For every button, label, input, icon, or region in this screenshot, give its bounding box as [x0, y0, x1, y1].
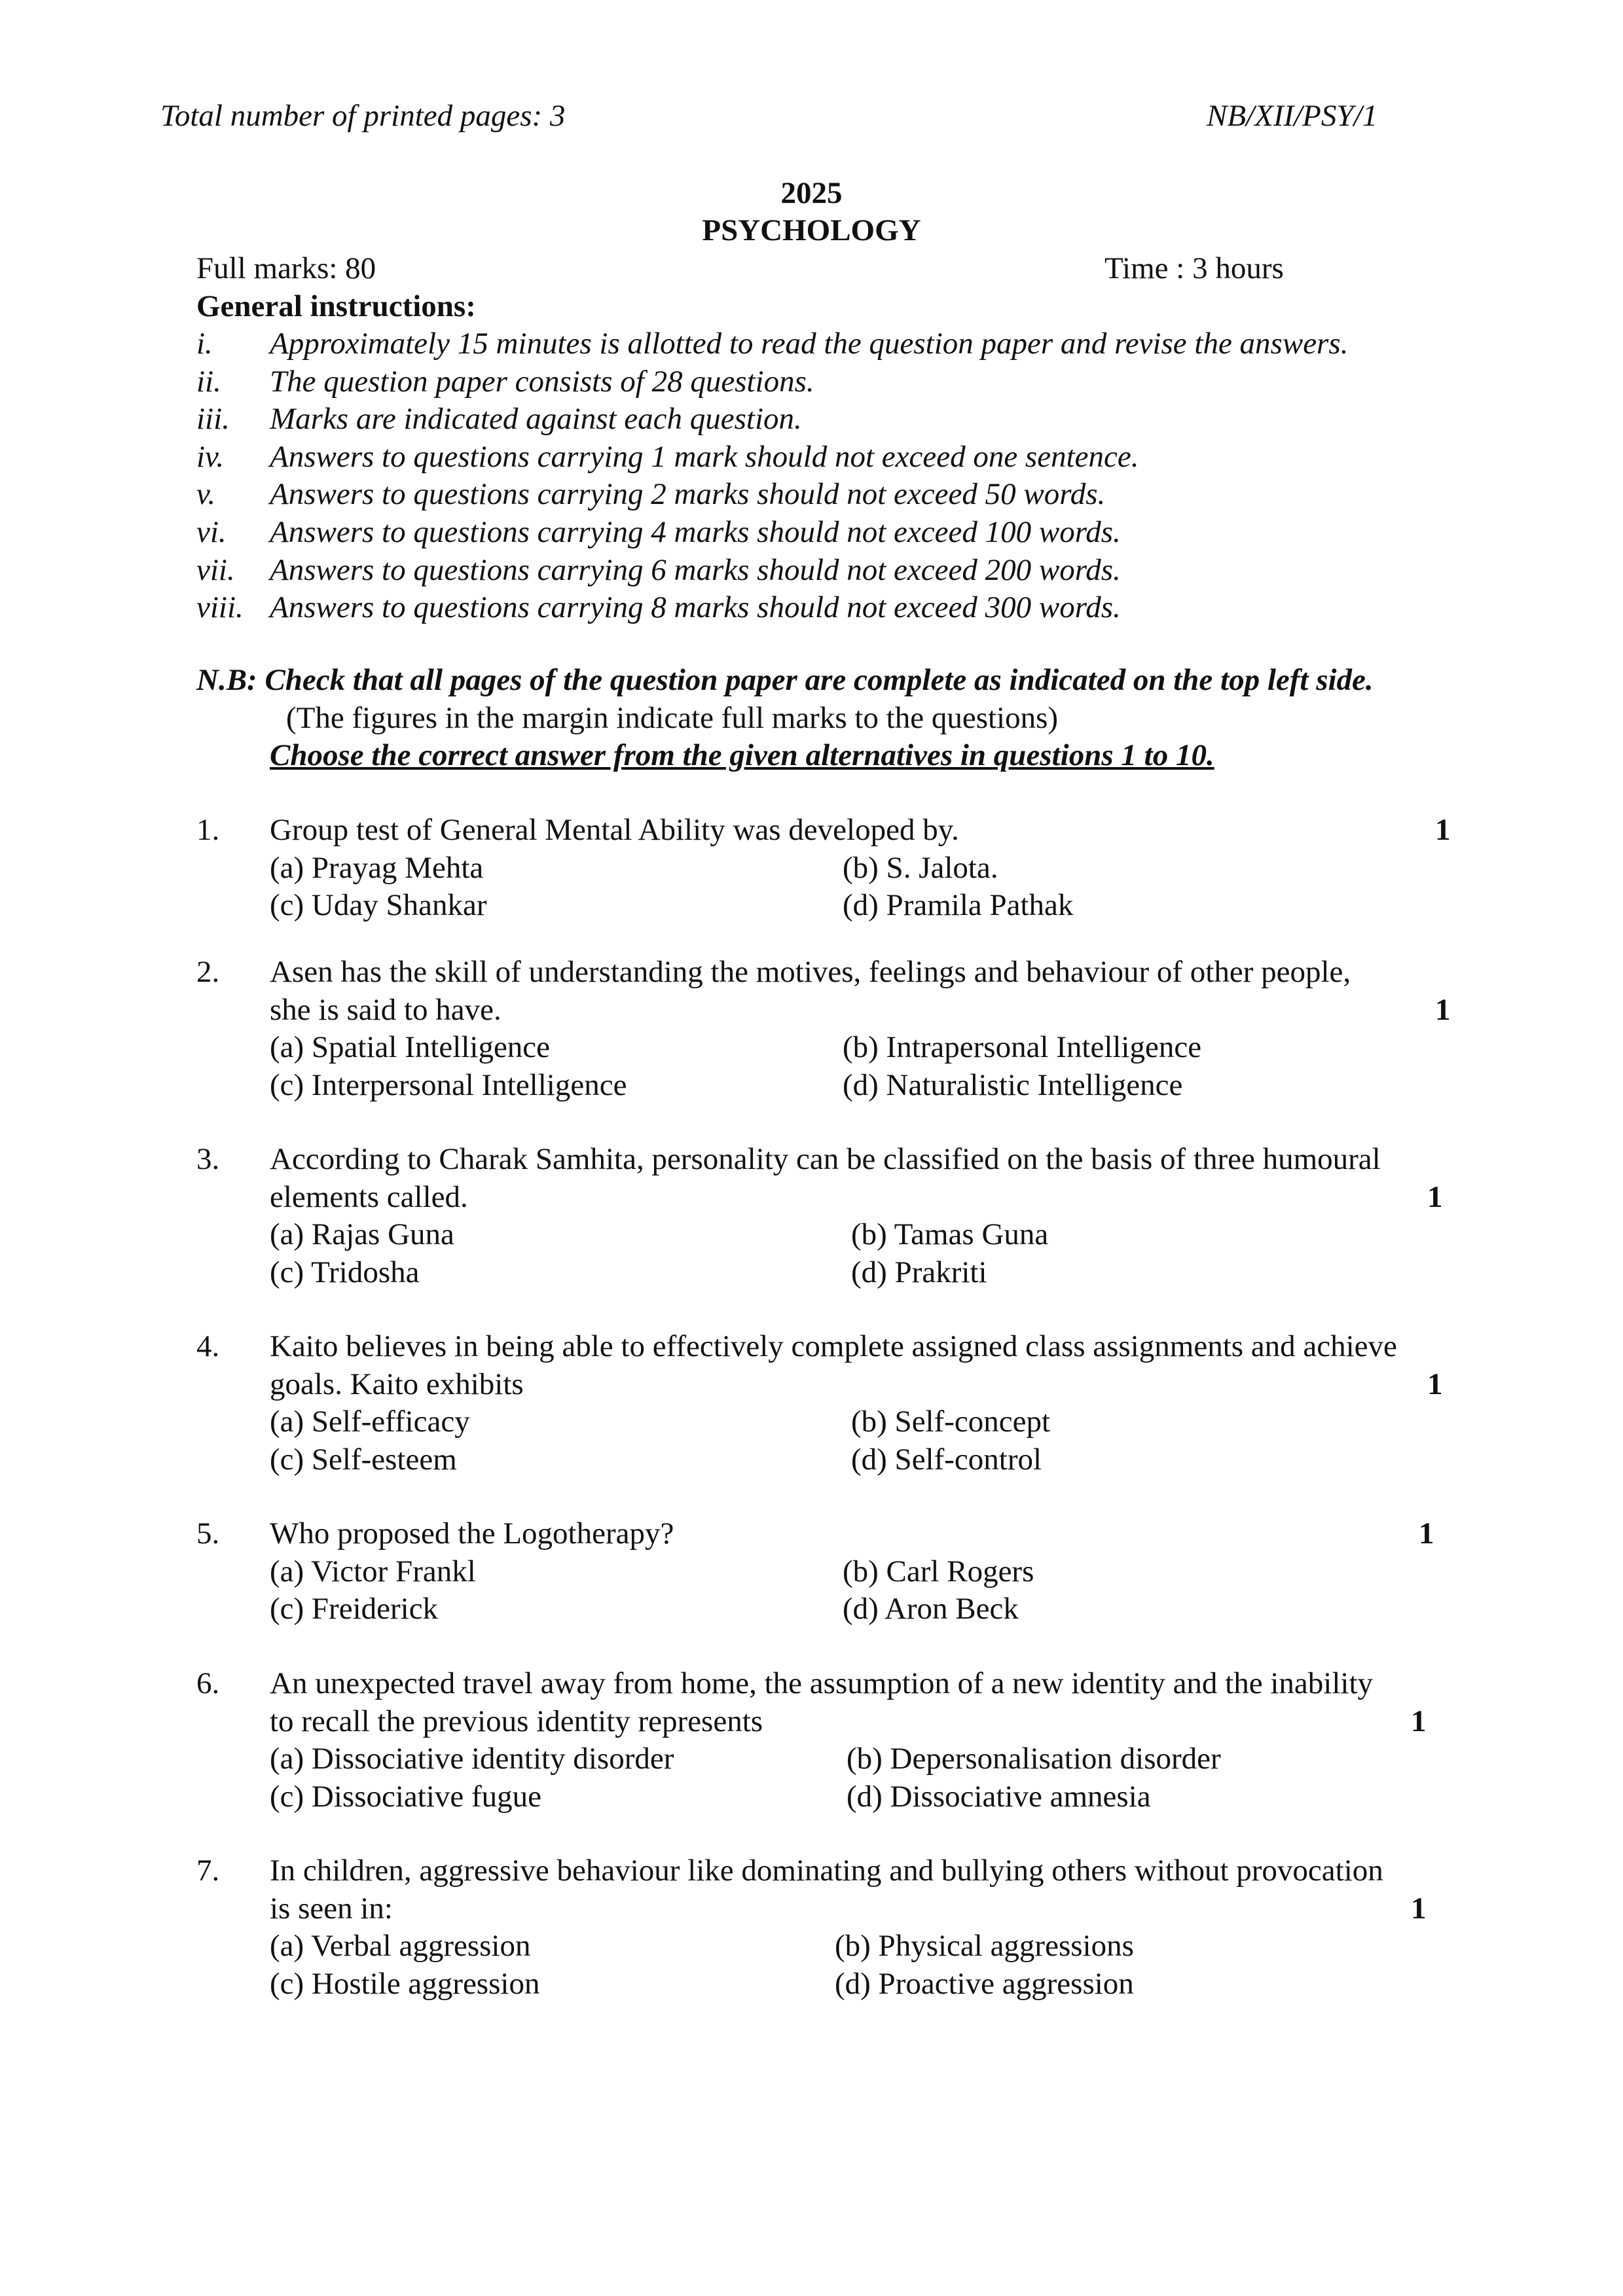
- nb-note: N.B: Check that all pages of the question paper are complete as indicated on the top left side.: [196, 663, 1374, 697]
- option-d: (d) Prakriti: [851, 1255, 987, 1289]
- question-text-continued: elements called.: [270, 1179, 468, 1214]
- option-a: (a) Prayag Mehta: [270, 850, 484, 885]
- instruction-item: [196, 326, 1348, 364]
- option-c: (c) Tridosha: [270, 1255, 420, 1289]
- question-1: [196, 812, 1463, 925]
- question-number: 4.: [196, 1329, 220, 1363]
- question-number: 6.: [196, 1666, 220, 1700]
- instruction-text: Answers to questions carrying 8 marks should not exceed 300 words.: [270, 590, 1121, 625]
- question-text: In children, aggressive behaviour like dominating and bullying others without provocation: [270, 1854, 1383, 1888]
- instructions-title: General instructions:: [196, 289, 476, 323]
- instruction-text: Answers to questions carrying 1 mark should not exceed one sentence.: [270, 439, 1139, 474]
- option-a: (a) Rajas Guna: [270, 1217, 454, 1252]
- question-6: [196, 1666, 1463, 1816]
- option-a: (a) Dissociative identity disorder: [270, 1742, 674, 1776]
- question-text: An unexpected travel away from home, the assumption of a new identity and the inability: [270, 1666, 1374, 1700]
- instruction-number: v.: [196, 477, 216, 512]
- exam-subject: PSYCHOLOGY: [702, 213, 921, 247]
- section-directive: Choose the correct answer from the given alternatives in questions 1 to 10.: [270, 738, 1214, 772]
- instruction-number: vi.: [196, 514, 227, 549]
- instruction-item: [196, 439, 1348, 477]
- instruction-number: i.: [196, 327, 213, 361]
- option-c: (c) Dissociative fugue: [270, 1779, 542, 1814]
- option-d: (d) Self-control: [851, 1442, 1042, 1477]
- time-allowed: Time : 3 hours: [1104, 251, 1284, 285]
- full-marks: Full marks: 80: [196, 251, 376, 285]
- instruction-number: vii.: [196, 552, 235, 587]
- question-mark: 1: [1411, 1891, 1427, 1926]
- instruction-number: iv.: [196, 439, 225, 474]
- instruction-item: [196, 590, 1348, 628]
- option-b: (b) Self-concept: [851, 1405, 1051, 1439]
- question-3: [196, 1141, 1463, 1292]
- option-c: (c) Self-esteem: [270, 1442, 457, 1477]
- question-mark: 1: [1435, 992, 1451, 1027]
- question-mark: 1: [1411, 1704, 1427, 1738]
- question-mark: 1: [1435, 813, 1451, 847]
- question-mark: 1: [1419, 1516, 1434, 1551]
- question-text-continued: to recall the previous identity represents: [270, 1704, 763, 1738]
- instruction-item: [196, 364, 1348, 402]
- question-text: Group test of General Mental Ability was developed by.: [270, 813, 959, 847]
- option-a: (a) Victor Frankl: [270, 1554, 476, 1588]
- marks-margin-note: (The figures in the margin indicate full marks to the questions): [286, 701, 1059, 735]
- option-c: (c) Uday Shankar: [270, 888, 487, 923]
- option-b: (b) Physical aggressions: [835, 1929, 1134, 1964]
- instruction-item: [196, 552, 1348, 590]
- question-text: According to Charak Samhita, personality can be classified on the basis of three humoural: [270, 1142, 1381, 1176]
- question-number: 1.: [196, 813, 220, 847]
- question-4: [196, 1329, 1463, 1479]
- instruction-text: Marks are indicated against each question.: [270, 402, 802, 437]
- option-c: (c) Hostile aggression: [270, 1966, 540, 2001]
- option-d: (d) Naturalistic Intelligence: [843, 1067, 1183, 1102]
- instruction-number: ii.: [196, 364, 221, 399]
- instruction-text: Approximately 15 minutes is allotted to read the question paper and revise the answers.: [270, 327, 1349, 361]
- option-b: (b) Tamas Guna: [851, 1217, 1049, 1252]
- option-b: (b) Depersonalisation disorder: [847, 1742, 1221, 1776]
- option-b: (b) S. Jalota.: [843, 850, 998, 885]
- question-number: 7.: [196, 1854, 220, 1888]
- instruction-text: Answers to questions carrying 4 marks should not exceed 100 words.: [270, 514, 1121, 549]
- question-text: Kaito believes in being able to effectively complete assigned class assignments and achieve: [270, 1329, 1397, 1363]
- instruction-text: Answers to questions carrying 2 marks should not exceed 50 words.: [270, 477, 1106, 512]
- question-text-continued: is seen in:: [270, 1891, 393, 1926]
- question-7: [196, 1853, 1463, 2003]
- option-a: (a) Spatial Intelligence: [270, 1030, 551, 1065]
- paper-code: NB/XII/PSY/1: [1207, 99, 1378, 133]
- instruction-item: [196, 514, 1348, 552]
- option-c: (c) Freiderick: [270, 1592, 439, 1626]
- question-number: 3.: [196, 1142, 220, 1176]
- instruction-text: Answers to questions carrying 6 marks should not exceed 200 words.: [270, 552, 1121, 587]
- option-d: (d) Pramila Pathak: [843, 888, 1074, 923]
- option-a: (a) Self-efficacy: [270, 1405, 470, 1439]
- option-d: (d) Dissociative amnesia: [847, 1779, 1151, 1814]
- question-2: [196, 954, 1463, 1105]
- question-text: Who proposed the Logotherapy?: [270, 1516, 674, 1551]
- instruction-number: viii.: [196, 590, 244, 625]
- instruction-number: iii.: [196, 402, 230, 437]
- instruction-text: The question paper consists of 28 questions.: [270, 364, 814, 399]
- exam-year: 2025: [780, 176, 843, 210]
- question-text-continued: goals. Kaito exhibits: [270, 1367, 524, 1401]
- question-5: [196, 1516, 1463, 1629]
- instruction-item: [196, 401, 1348, 439]
- option-c: (c) Interpersonal Intelligence: [270, 1067, 627, 1102]
- question-number: 2.: [196, 955, 220, 989]
- question-text-continued: she is said to have.: [270, 992, 501, 1027]
- option-d: (d) Proactive aggression: [835, 1966, 1134, 2001]
- instruction-item: [196, 476, 1348, 514]
- option-d: (d) Aron Beck: [843, 1592, 1019, 1626]
- option-a: (a) Verbal aggression: [270, 1929, 531, 1964]
- question-mark: 1: [1427, 1179, 1443, 1214]
- printed-pages-note: Total number of printed pages: 3: [160, 99, 566, 133]
- question-number: 5.: [196, 1516, 220, 1551]
- instructions-list: [196, 326, 1348, 628]
- question-text: Asen has the skill of understanding the motives, feelings and behaviour of other people,: [270, 955, 1351, 989]
- option-b: (b) Intrapersonal Intelligence: [843, 1030, 1202, 1065]
- option-b: (b) Carl Rogers: [843, 1554, 1034, 1588]
- question-mark: 1: [1427, 1367, 1443, 1401]
